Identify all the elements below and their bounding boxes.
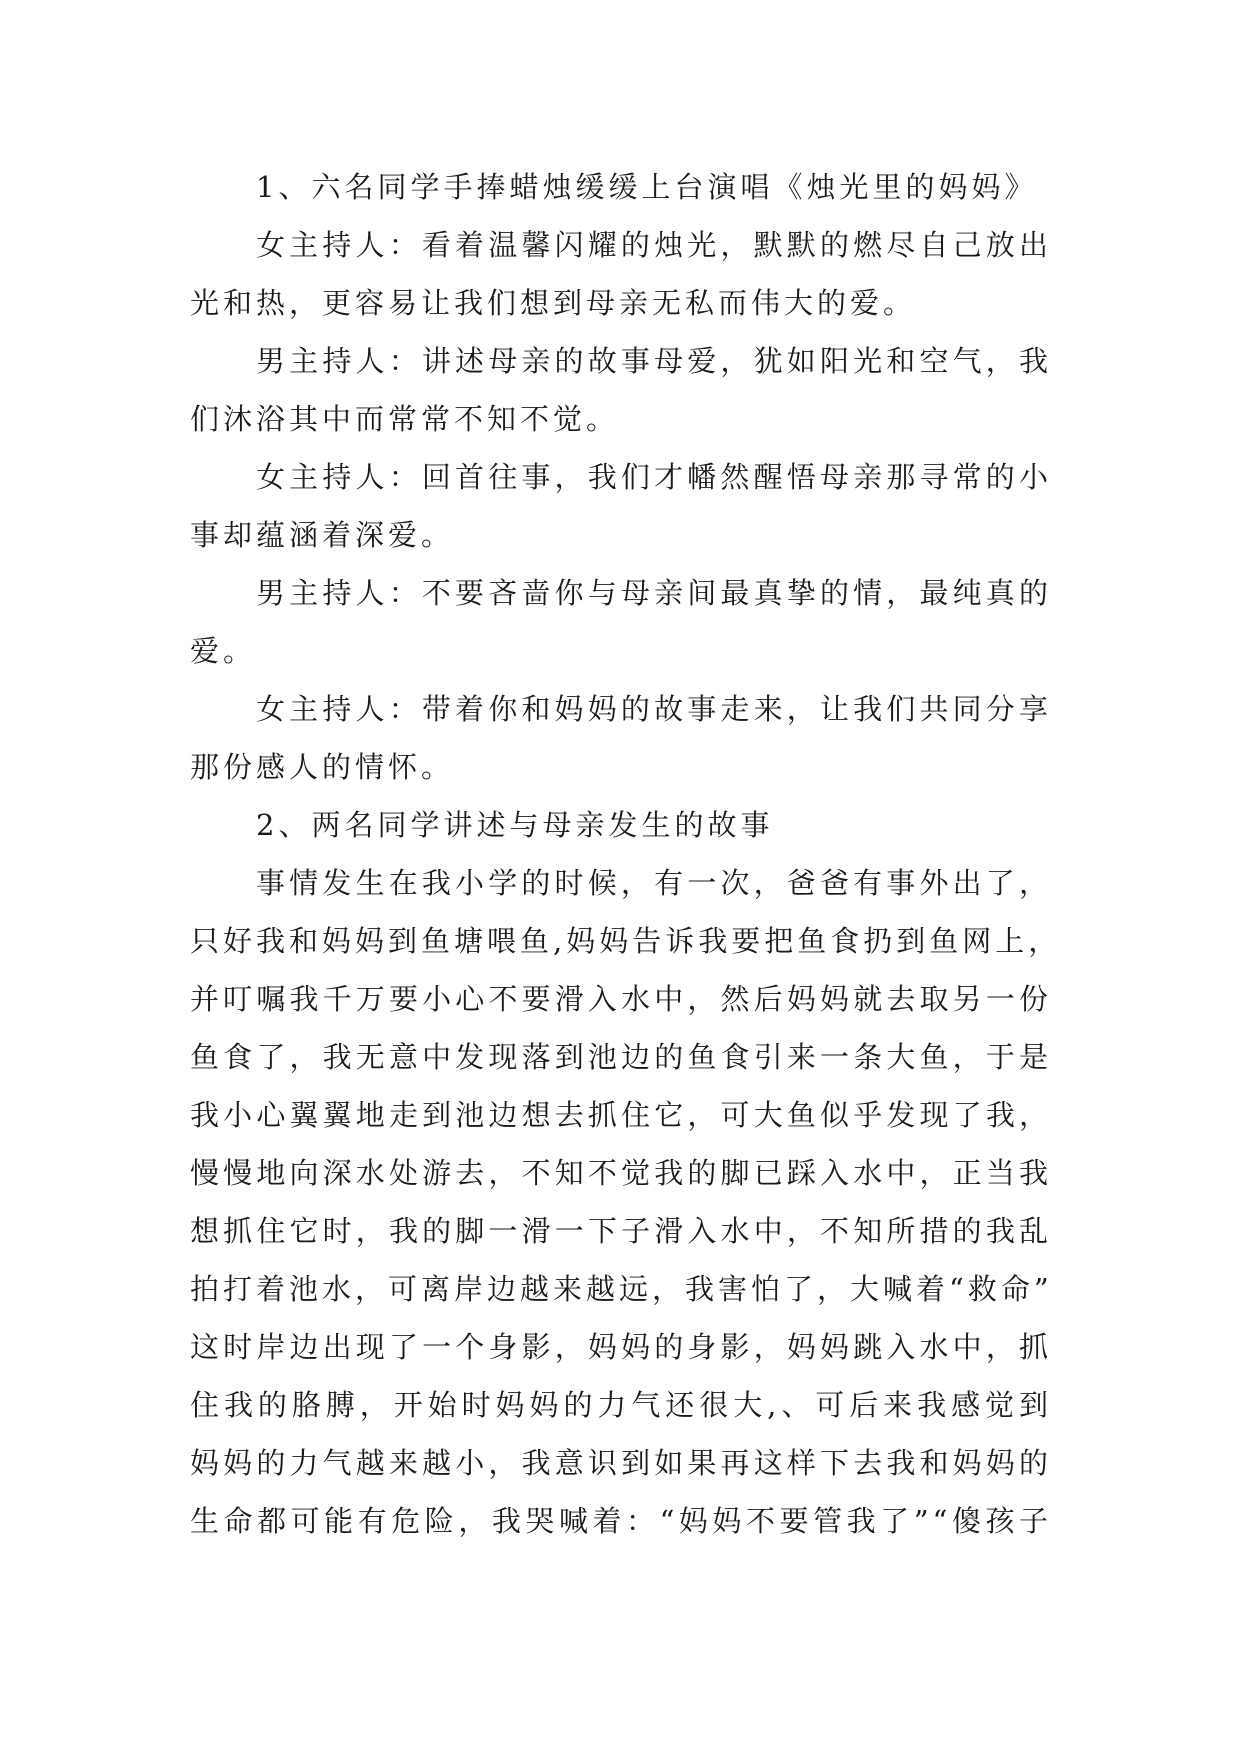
text-line: 女主持人：回首往事，我们才幡然醒悟母亲那寻常的小 <box>256 460 1052 494</box>
text-line: 并叮嘱我千万要小心不要滑入水中，然后妈妈就去取另一份 <box>190 982 1052 1016</box>
text-line: 男主持人：不要吝啬你与母亲间最真挚的情，最纯真的 <box>256 576 1052 610</box>
text-line: 男主持人：讲述母亲的故事母爱，犹如阳光和空气，我 <box>256 344 1052 378</box>
text-line: 事情发生在我小学的时候，有一次，爸爸有事外出了， <box>256 866 1052 900</box>
text-line: 我小心翼翼地走到池边想去抓住它，可大鱼似乎发现了我， <box>190 1098 1052 1132</box>
text-line: 这时岸边出现了一个身影，妈妈的身影，妈妈跳入水中，抓 <box>190 1330 1052 1364</box>
text-line: 住我的胳膊，开始时妈妈的力气还很大,、可后来我感觉到 <box>190 1388 1052 1422</box>
text-line: 女主持人：看着温馨闪耀的烛光，默默的燃尽自己放出 <box>256 228 1052 262</box>
text-line: 光和热，更容易让我们想到母亲无私而伟大的爱。 <box>190 286 917 320</box>
text-line: 1、六名同学手捧蜡烛缓缓上台演唱《烛光里的妈妈》 <box>256 170 1038 204</box>
text-line: 们沐浴其中而常常不知不觉。 <box>190 402 620 436</box>
text-line: 2、两名同学讲述与母亲发生的故事 <box>256 808 774 842</box>
text-line: 鱼食了，我无意中发现落到池边的鱼食引来一条大鱼，于是 <box>190 1040 1052 1074</box>
text-line: 爱。 <box>190 634 257 668</box>
text-line: 慢慢地向深水处游去，不知不觉我的脚已踩入水中，正当我 <box>190 1156 1052 1190</box>
text-line: 事却蕴涵着深爱。 <box>190 518 455 552</box>
text-line: 只好我和妈妈到鱼塘喂鱼,妈妈告诉我要把鱼食扔到鱼网上， <box>190 924 1062 958</box>
text-line: 拍打着池水，可离岸边越来越远，我害怕了，大喊着“救命” <box>190 1272 1053 1306</box>
document-body <box>190 158 1062 1550</box>
text-line: 生命都可能有危险，我哭喊着：“妈妈不要管我了”“傻孩子 <box>190 1504 1052 1538</box>
text-line: 女主持人：带着你和妈妈的故事走来，让我们共同分享 <box>256 692 1052 726</box>
text-line: 想抓住它时，我的脚一滑一下子滑入水中，不知所措的我乱 <box>190 1214 1052 1248</box>
text-line: 妈妈的力气越来越小，我意识到如果再这样下去我和妈妈的 <box>190 1446 1052 1480</box>
text-line: 那份感人的情怀。 <box>190 750 455 784</box>
